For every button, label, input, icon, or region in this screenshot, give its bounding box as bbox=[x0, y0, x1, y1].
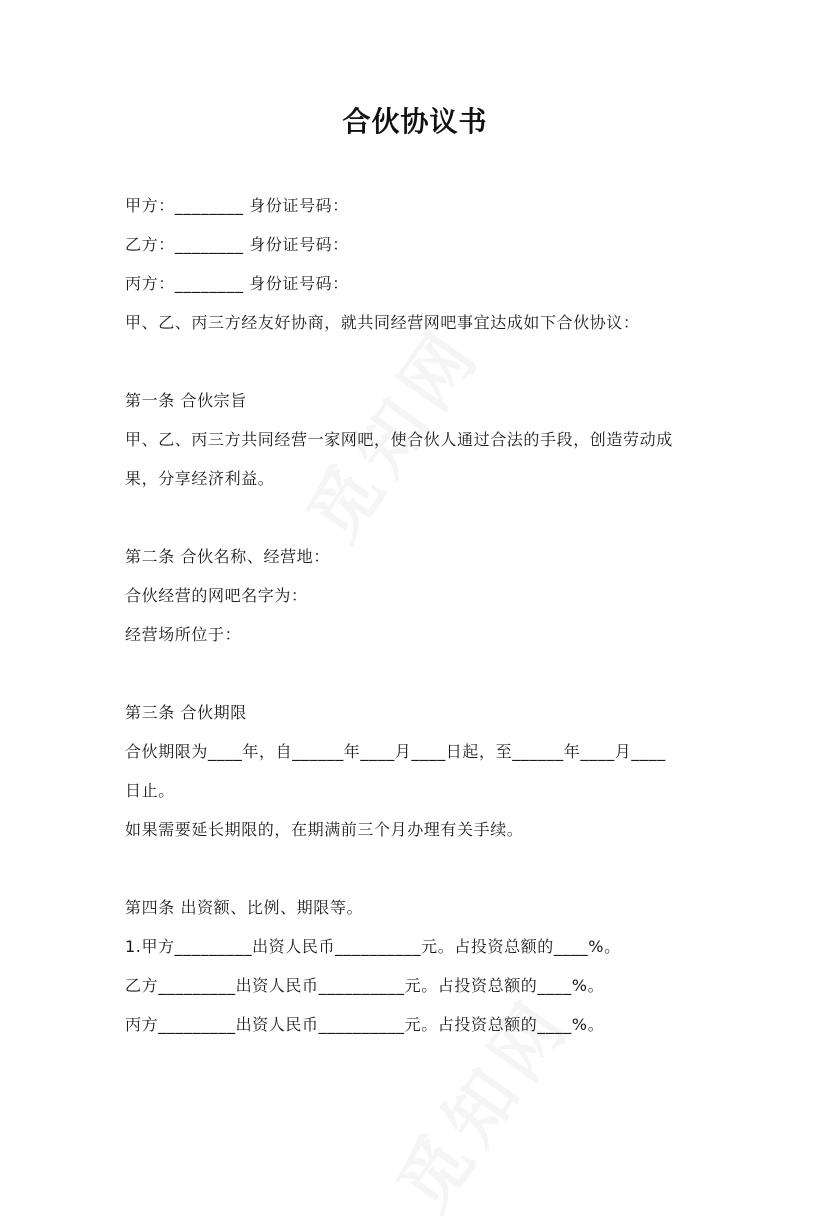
article-2-text: 合伙经营的网吧名字为： bbox=[125, 586, 308, 605]
article-1-heading: 第一条 合伙宗旨 bbox=[125, 391, 247, 410]
party-a-line: 甲方：________ 身份证号码： bbox=[125, 196, 349, 215]
document-title: 合伙协议书 bbox=[342, 105, 488, 138]
spacer bbox=[125, 654, 725, 693]
document-body bbox=[125, 186, 725, 1044]
preamble: 甲、乙、丙三方经友好协商，就共同经营网吧事宜达成如下合伙协议： bbox=[125, 313, 640, 332]
article-4-heading: 第四条 出资额、比例、期限等。 bbox=[125, 898, 364, 917]
article-3-text: 合伙期限为____年，自______年____月____日起，至______年____月____ bbox=[125, 742, 666, 761]
spacer bbox=[125, 342, 725, 381]
spacer bbox=[125, 849, 725, 888]
article-1-text: 甲、乙、丙三方共同经营一家网吧，使合伙人通过合法的手段，创造劳动成 bbox=[125, 430, 673, 449]
article-2-text: 经营场所位于： bbox=[125, 625, 242, 644]
spacer bbox=[125, 498, 725, 537]
article-3-heading: 第三条 合伙期限 bbox=[125, 703, 247, 722]
party-b-line: 乙方：________ 身份证号码： bbox=[125, 235, 349, 254]
article-4-text: 1.甲方_________出资人民币__________元。占投资总额的____%。 bbox=[125, 937, 621, 956]
article-4-text: 乙方_________出资人民币__________元。占投资总额的____%。 bbox=[125, 976, 605, 995]
article-3-text: 日止。 bbox=[125, 781, 175, 800]
article-1-text: 果，分享经济利益。 bbox=[125, 469, 275, 488]
article-4-text: 丙方_________出资人民币__________元。占投资总额的____%。 bbox=[125, 1015, 605, 1034]
article-2-heading: 第二条 合伙名称、经营地： bbox=[125, 547, 330, 566]
article-3-text: 如果需要延长期限的，在期满前三个月办理有关手续。 bbox=[125, 820, 524, 839]
party-c-line: 丙方：________ 身份证号码： bbox=[125, 274, 349, 293]
